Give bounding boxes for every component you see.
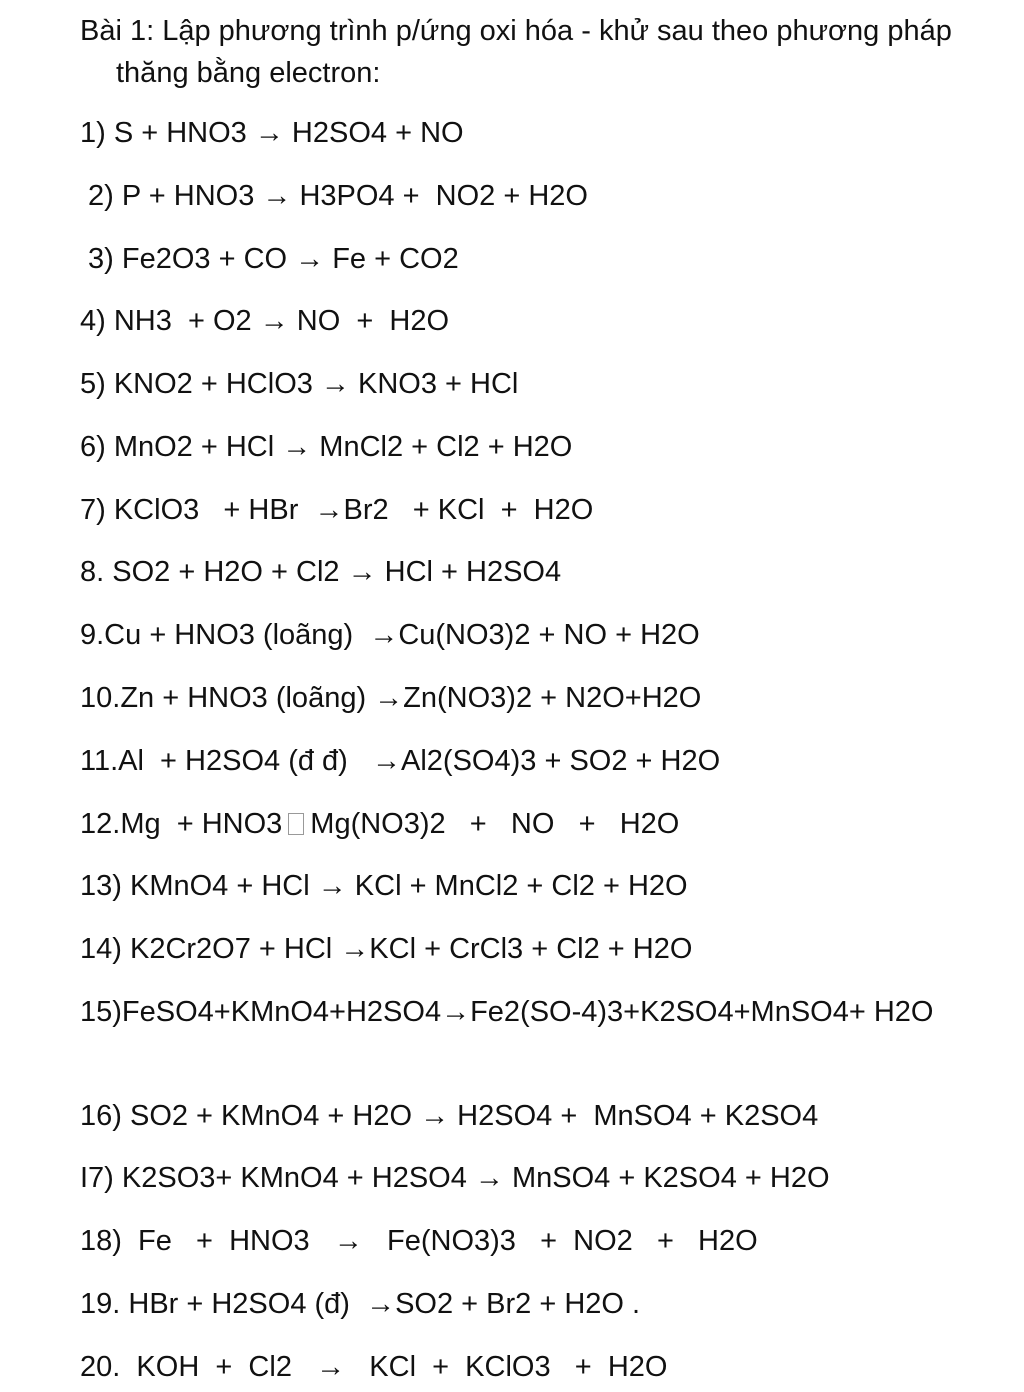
equation-14: 14) K2Cr2O7 + HCl →KCl + CrCl3 + Cl2 + H2O xyxy=(80,933,693,965)
equation-10: 10.Zn + HNO3 (loãng) →Zn(NO3)2 + N2O+H2O xyxy=(80,682,702,714)
equation-18: 18) Fe + HNO3 → Fe(NO3)3 + NO2 + H2O xyxy=(80,1225,758,1257)
exercise-title: Bài 1: Lập phương trình p/ứng oxi hóa - khử sau theo phương pháp thăng bằng electron: xyxy=(80,15,960,89)
equation-19: 19. HBr + H2SO4 (đ) →SO2 + Br2 + H2O . xyxy=(80,1288,641,1320)
equation-12 xyxy=(80,804,679,844)
equation-12-left: 12.Mg + HNO3 xyxy=(80,808,283,840)
equation-20: 20. KOH + Cl2 → KCl + KClO3 + H2O xyxy=(80,1351,668,1383)
equation-3: 3) Fe2O3 + CO → Fe + CO2 xyxy=(80,243,459,275)
equation-16: 16) SO2 + KMnO4 + H2O → H2SO4 + MnSO4 + K2SO4 xyxy=(80,1100,819,1132)
equation-9: 9.Cu + HNO3 (loãng) →Cu(NO3)2 + NO + H2O xyxy=(80,619,700,651)
equation-11: 11.Al + H2SO4 (đ đ) →Al2(SO4)3 + SO2 + H2O xyxy=(80,745,721,777)
missing-arrow-glyph-icon xyxy=(288,813,304,835)
equation-13: 13) KMnO4 + HCl → KCl + MnCl2 + Cl2 + H2O xyxy=(80,870,688,902)
equation-2: 2) P + HNO3 → H3PO4 + NO2 + H2O xyxy=(80,180,588,212)
equation-7: 7) KClO3 + HBr →Br2 + KCl + H2O xyxy=(80,494,594,526)
equation-4: 4) NH3 + O2 → NO + H2O xyxy=(80,305,450,337)
equation-1: 1) S + HNO3 → H2SO4 + NO xyxy=(80,117,464,149)
equation-15: 15)FeSO4+KMnO4+H2SO4→Fe2(SO-4)3+K2SO4+MnSO4+ H2O xyxy=(80,996,934,1028)
equation-6: 6) MnO2 + HCl → MnCl2 + Cl2 + H2O xyxy=(80,431,573,463)
equation-8: 8. SO2 + H2O + Cl2 → HCl + H2SO4 xyxy=(80,556,562,588)
equation-12-right: Mg(NO3)2 + NO + H2O xyxy=(310,808,680,840)
equation-5: 5) KNO2 + HClO3 → KNO3 + HCl xyxy=(80,368,519,400)
equation-17: I7) K2SO3+ KMnO4 + H2SO4 → MnSO4 + K2SO4 + H2O xyxy=(80,1162,830,1194)
